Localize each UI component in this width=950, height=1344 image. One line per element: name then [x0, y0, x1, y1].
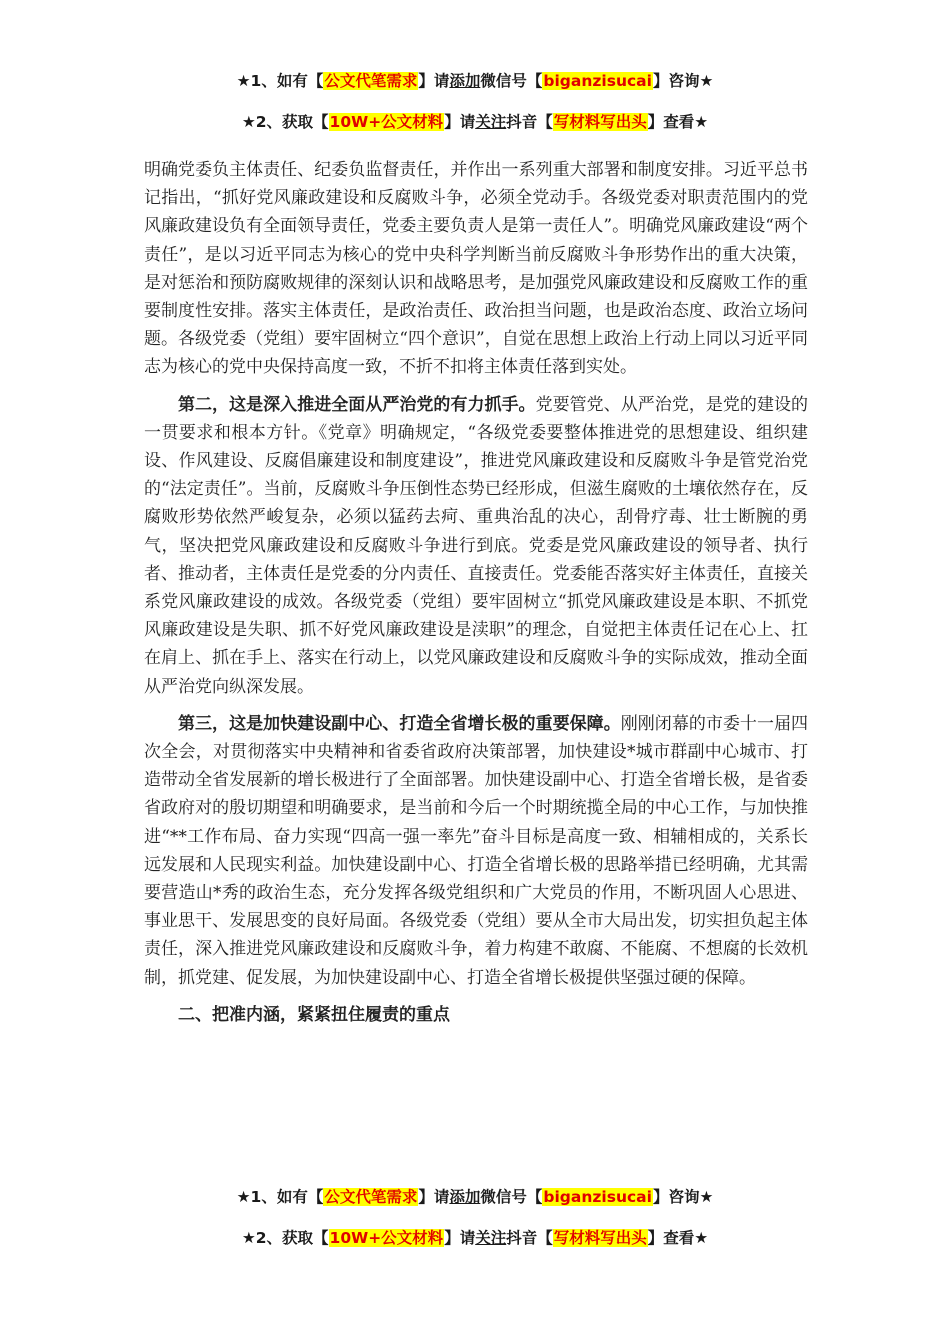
promo-text: 】请 [444, 1229, 476, 1247]
promo-text: ★2、获取【 [241, 113, 329, 131]
promo-underlined: 添加 [449, 1188, 481, 1206]
promo-line-bottom-2 [0, 1227, 950, 1249]
promo-text: 】咨询★ [652, 1188, 714, 1206]
promo-underlined: 关注 [475, 1229, 507, 1247]
promo-text: 微信号【 [480, 1188, 543, 1206]
promo-highlight: biganzisucai [543, 1188, 652, 1206]
paragraph-3-lead: 第三，这是加快建设副中心、打造全省增长极的重要保障。 [178, 713, 621, 734]
promo-text: 】请 [444, 113, 476, 131]
promo-text: 】请 [418, 1188, 450, 1206]
promo-highlight: 写材料写出头 [553, 113, 647, 131]
promo-line-top-2 [0, 111, 950, 133]
promo-highlight: biganzisucai [543, 72, 652, 90]
promo-highlight: 写材料写出头 [553, 1229, 647, 1247]
promo-text: 抖音【 [506, 1229, 553, 1247]
paragraph-3-text: 刚刚闭幕的市委十一届四次全会，对贯彻落实中央精神和省委省政府决策部署，加快建设*城市群副中心城市、打造带动全省发展新的增长极进行了全面部署。加快建设副中心、打造全省增长极，是省委省政府对的殷切期望和明确要求，是当前和今后一个时期统揽全局的中心工作，与加快推进“**工作布局、奋力实现“四高一强一率先”奋斗目标是高度一致、相辅相成的，关系长远发展和人民现实利益。加快建设副中心、打造全省增长极的思路举措已经明确，尤其需要营造山*秀的政治生态，充分发挥各级党组织和广大党员的作用，不断巩固人心思进、事业思干、发展思变的良好局面。各级党委（党组）要从全市大局出发，切实担负起主体责任，深入推进党风廉政建设和反腐败斗争，着力构建不敢腐、不能腐、不想腐的长效机制，抓党建、促发展，为加快建设副中心、打造全省增长极提供坚强过硬的保障。 [144, 713, 809, 988]
promo-text: 】咨询★ [652, 72, 714, 90]
promo-text: ★1、如有【 [236, 1188, 324, 1206]
promo-line-top-1 [0, 70, 950, 92]
promo-highlight: 公文代笔需求 [324, 72, 418, 90]
paragraph-2-lead: 第二，这是深入推进全面从严治党的有力抓手。 [178, 394, 536, 415]
paragraph-3 [144, 710, 808, 992]
promo-text: 】查看★ [647, 113, 709, 131]
document-body [144, 156, 808, 1038]
promo-line-bottom-1 [0, 1186, 950, 1208]
promo-text: ★2、获取【 [241, 1229, 329, 1247]
paragraph-1: 明确党委负主体责任、纪委负监督责任，并作出一系列重大部署和制度安排。习近平总书记指出，“抓好党风廉政建设和反腐败斗争，必须全党动手。各级党委对职责范围内的党风廉政建设负有全面领导责任，党委主要负责人是第一责任人”。明确党风廉政建设“两个责任”，是以习近平同志为核心的党中央科学判断当前反腐败斗争形势作出的重大决策，是对惩治和预防腐败规律的深刻认识和战略思考，是加强党风廉政建设和反腐败工作的重要制度性安排。落实主体责任，是政治责任、政治担当问题，也是政治态度、政治立场问题。各级党委（党组）要牢固树立“四个意识”，自觉在思想上政治上行动上同以习近平同志为核心的党中央保持高度一致，不折不扣将主体责任落到实处。 [144, 160, 808, 378]
promo-underlined: 添加 [449, 72, 481, 90]
promo-text: 】查看★ [647, 1229, 709, 1247]
promo-highlight: 10W+公文材料 [329, 1229, 444, 1247]
promo-text: 微信号【 [480, 72, 543, 90]
paragraph-2 [144, 391, 808, 701]
promo-text: 】请 [418, 72, 450, 90]
paragraph-2-text: 党要管党、从严治党，是党的建设的一贯要求和根本方针。《党章》明确规定，“各级党委要整体推进党的思想建设、组织建设、作风建设、反腐倡廉建设和制度建设”，推进党风廉政建设和反腐败斗争是管党治党的“法定责任”。当前，反腐败斗争压倒性态势已经形成，但滋生腐败的土壤依然存在，反腐败形势依然严峻复杂，必须以猛药去疴、重典治乱的决心，刮骨疗毒、壮士断腕的勇气，坚决把党风廉政建设和反腐败斗争进行到底。党委是党风廉政建设的领导者、执行者、推动者，主体责任是党委的分内责任、直接责任。党委能否落实好主体责任，直接关系党风廉政建设的成效。各级党委（党组）要牢固树立“抓党风廉政建设是本职、不抓党风廉政建设是失职、抓不好党风廉政建设是渎职”的理念，自觉把主体责任记在心上、扛在肩上、抓在手上、落实在行动上，以党风廉政建设和反腐败斗争的实际成效，推动全面从严治党向纵深发展。 [144, 394, 809, 697]
promo-highlight: 10W+公文材料 [329, 113, 444, 131]
promo-text: 抖音【 [506, 113, 553, 131]
promo-highlight: 公文代笔需求 [324, 1188, 418, 1206]
section-heading: 二、把准内涵，紧紧扭住履责的重点 [178, 1004, 450, 1025]
promo-text: ★1、如有【 [236, 72, 324, 90]
promo-underlined: 关注 [475, 113, 507, 131]
